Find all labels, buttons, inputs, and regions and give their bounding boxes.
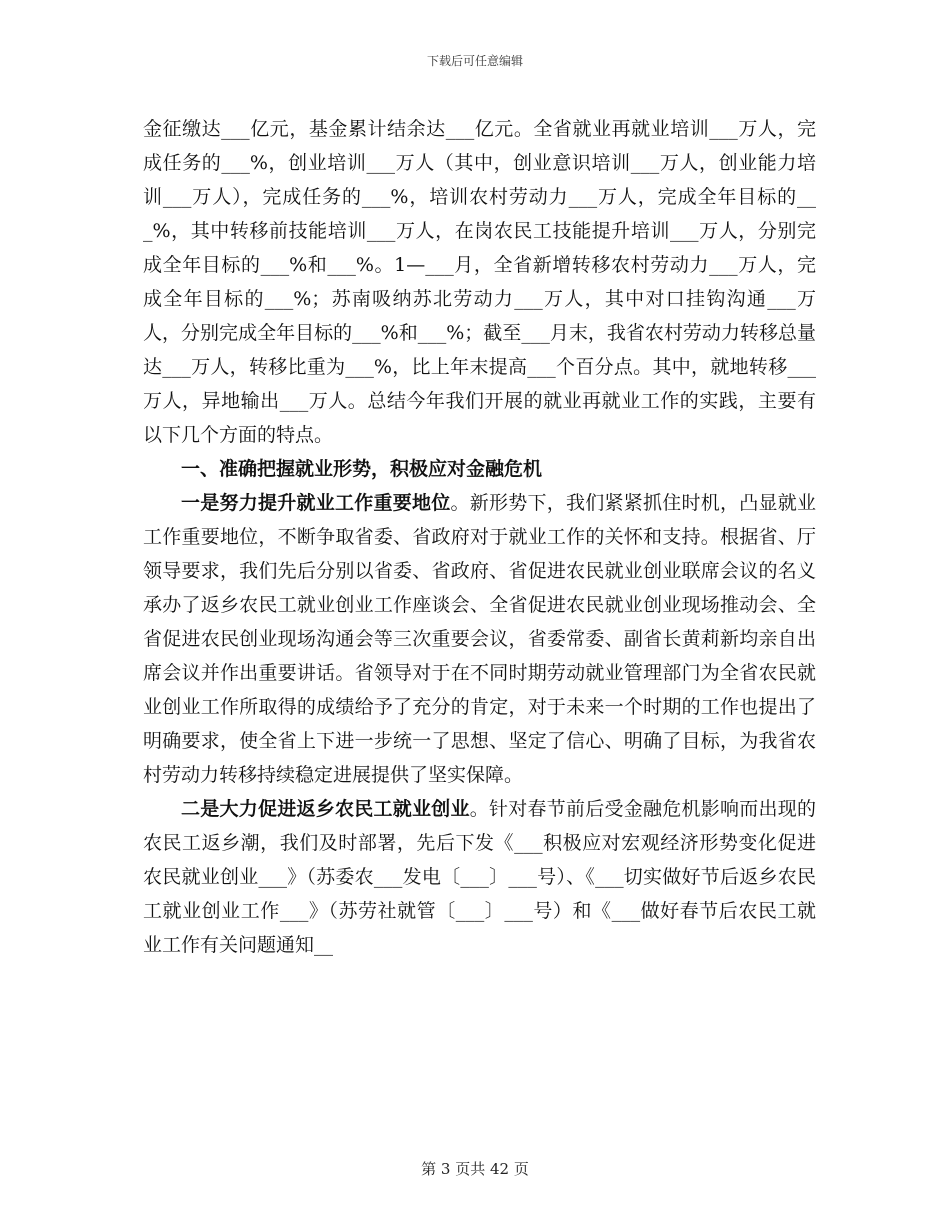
section-heading: 一、准确把握就业形势，积极应对金融危机 — [181, 458, 543, 480]
paragraph-statistics: 金征缴达___亿元，基金累计结余达___亿元。全省就业再就业培训___万人，完成任务的___%，创业培训___万人（其中，创业意识培训___万人，创业能力培训___万人），完成任务的___%，培训农村劳动力___万人，完成全年目标的___%，其中转移前技能培训___万人，在岗农民工技能提升培训___万人，分别完成全年目标的___%和___%。1—___月，全省新增转移农村劳动力___万人，完成全年目标的___%；苏南吸纳苏北劳动力___万人，其中对口挂钩沟通___万人，分别完成全年目标的___%和___%；截至___月末，我省农村劳动力转移总量达___万人，转移比重为___%，比上年末提高___个百分点。其中，就地转移___万人，异地输出___万人。总结今年我们开展的就业再就业工作的实践，主要有以下几个方面的特点。 — [143, 118, 816, 446]
document-body — [143, 112, 816, 962]
page-number-footer: 第 3 页共 42 页 — [421, 1160, 529, 1178]
paragraph-returning-workers — [143, 792, 816, 962]
paragraph-employment-status — [143, 486, 816, 792]
page-header: 下载后可任意编辑 — [426, 54, 523, 68]
paragraph-lead-bold: 二是大力促进返乡农民工就业创业 — [181, 798, 470, 820]
paragraph-text: 。新形势下，我们紧紧抓住时机，凸显就业工作重要地位，不断争取省委、省政府对于就业工作的关怀和支持。根据省、厅领导要求，我们先后分别以省委、省政府、省促进农民就业创业联席会议的名义承办了返乡农民工就业创业工作座谈会、全省促进农民就业创业现场推动会、全省促进农民创业现场沟通会等三次重要会议，省委常委、副省长黄莉新均亲自出席会议并作出重要讲话。省领导对于在不同时期劳动就业管理部门为全省农民就业创业工作所取得的成绩给予了充分的肯定，对于未来一个时期的工作也提出了明确要求，使全省上下进一步统一了思想、坚定了信心、明确了目标，为我省农村劳动力转移持续稳定进展提供了坚实保障。 — [143, 492, 816, 786]
paragraph-text: 。针对春节前后受金融危机影响而出现的农民工返乡潮，我们及时部署，先后下发《___积极应对宏观经济形势变化促进农民就业创业___》（苏委农___发电〔___〕___号）、《___切实做好节后返乡农民工就业创业工作___》（苏劳社就管〔___〕___号）和《___做好春节后农民工就业工作有关问题通知__ — [143, 798, 816, 956]
paragraph-lead-bold: 一是努力提升就业工作重要地位 — [181, 492, 451, 514]
